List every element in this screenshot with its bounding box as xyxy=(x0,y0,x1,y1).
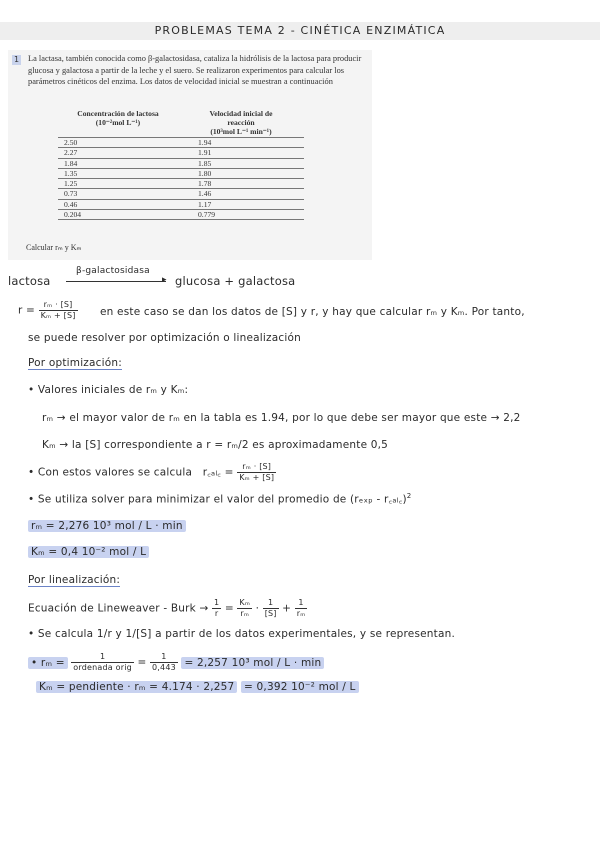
optim-result-rm: rₘ = 2,276 10³ mol / L · min xyxy=(28,520,186,532)
cell-concentration: 0.46 xyxy=(58,199,178,209)
rate-explanation-2: se puede resolver por optimización o linealización xyxy=(28,332,301,344)
table-row xyxy=(58,168,304,178)
table-body xyxy=(58,138,304,220)
table-row xyxy=(58,138,304,148)
table-row xyxy=(58,148,304,158)
table-row xyxy=(58,199,304,209)
page-title: PROBLEMAS TEMA 2 - CINÉTICA ENZIMÁTICA xyxy=(154,24,446,37)
cell-velocity: 1.78 xyxy=(178,179,304,189)
lineal-rm-calc: • rₘ = $\frac{1}{\text{ordenada orig}}$ = $\frac{1}{0,443}$ = 2,257 10³ mol / L · min xyxy=(28,652,324,673)
optim-km-line: Kₘ → la [S] correspondiente a r = rₘ/2 es aproximadamente 0,5 xyxy=(42,439,389,451)
table-header-row xyxy=(58,108,304,138)
cell-velocity: 1.80 xyxy=(178,168,304,178)
cell-velocity: 1.17 xyxy=(178,199,304,209)
title-bar xyxy=(0,22,600,40)
table-row xyxy=(58,189,304,199)
cell-concentration: 1.25 xyxy=(58,179,178,189)
table-row xyxy=(58,210,304,220)
problem-text: La lactasa, también conocida como β-galactosidasa, cataliza la hidrólisis de la lactosa para producir glucosa y galactosa a partir de la leche y el suero. Se realizaron experimentos para calcular los parámetros cinéticos del enzima. Los datos de velocidad inicial se muestran a continuación xyxy=(28,54,362,86)
cell-concentration: 0.204 xyxy=(58,210,178,220)
arrow-head-icon: ▸ xyxy=(162,275,167,285)
products: glucosa + galactosa xyxy=(175,274,296,288)
rate-equation: r = $\frac{\text{rₘ · [S]}}{\text{Kₘ + [S]}}$ xyxy=(18,300,76,320)
col-header-velocity: Velocidad inicial de reacción (10³mol L⁻¹ min⁻¹) xyxy=(209,109,273,136)
cell-velocity: 1.94 xyxy=(178,138,304,148)
data-table xyxy=(58,108,304,220)
cell-concentration: 0.73 xyxy=(58,189,178,199)
optim-calc-line: • Con estos valores se calcula r꜀ₐₗ꜀ = $\frac{\text{rₘ · [S]}}{\text{Kₘ + [S]}}$ xyxy=(28,462,275,482)
table-row xyxy=(58,158,304,168)
optim-rm-line: rₘ → el mayor valor de rₘ en la tabla es 1.94, por lo que debe ser mayor que este → 2,2 xyxy=(42,412,521,424)
problem-number: 1 xyxy=(13,55,20,64)
optim-result-km: Kₘ = 0,4 10⁻² mol / L xyxy=(28,546,149,558)
lineal-heading: Por linealización: xyxy=(28,574,121,586)
cell-concentration: 2.50 xyxy=(58,138,178,148)
problem-statement xyxy=(8,50,372,260)
cell-velocity: 1.85 xyxy=(178,158,304,168)
cell-concentration: 2.27 xyxy=(58,148,178,158)
cell-velocity: 0.779 xyxy=(178,210,304,220)
optim-solver-line: • Se utiliza solver para minimizar el valor del promedio de (rₑₓₚ - r꜀ₐₗ꜀)$^2$ xyxy=(28,492,412,506)
optim-heading: Por optimización: xyxy=(28,357,122,369)
cell-velocity: 1.46 xyxy=(178,189,304,199)
lineal-km-calc: Kₘ = pendiente · rₘ = 4.174 · 2,257 = 0,392 10⁻² mol / L xyxy=(36,681,359,693)
lineweaver-burk-equation: Ecuación de Lineweaver - Burk → $\frac{1}{r}$ = $\frac{\text{Kₘ}}{\text{rₘ}}$ · $\frac{1}{[S]}$ + $\frac{1}{\text{rₘ}}$ xyxy=(28,598,306,618)
reactant: lactosa xyxy=(8,274,51,288)
rate-explanation-1: en este caso se dan los datos de [S] y r, y hay que calcular rₘ y Kₘ. Por tanto, xyxy=(100,306,525,318)
col-header-concentration: Concentración de lactosa (10⁻²mol L⁻¹) xyxy=(77,109,159,127)
table-row xyxy=(58,179,304,189)
enzyme-label: β-galactosidasa xyxy=(76,266,150,276)
optim-initial: • Valores iniciales de rₘ y Kₘ: xyxy=(28,384,189,396)
lineal-plot-text: • Se calcula 1/r y 1/[S] a partir de los datos experimentales, y se representan. xyxy=(28,628,455,640)
cell-concentration: 1.35 xyxy=(58,168,178,178)
cell-concentration: 1.84 xyxy=(58,158,178,168)
question-text: Calcular rₘ y Kₘ xyxy=(26,243,82,252)
reaction-arrow xyxy=(66,281,166,282)
cell-velocity: 1.91 xyxy=(178,148,304,158)
